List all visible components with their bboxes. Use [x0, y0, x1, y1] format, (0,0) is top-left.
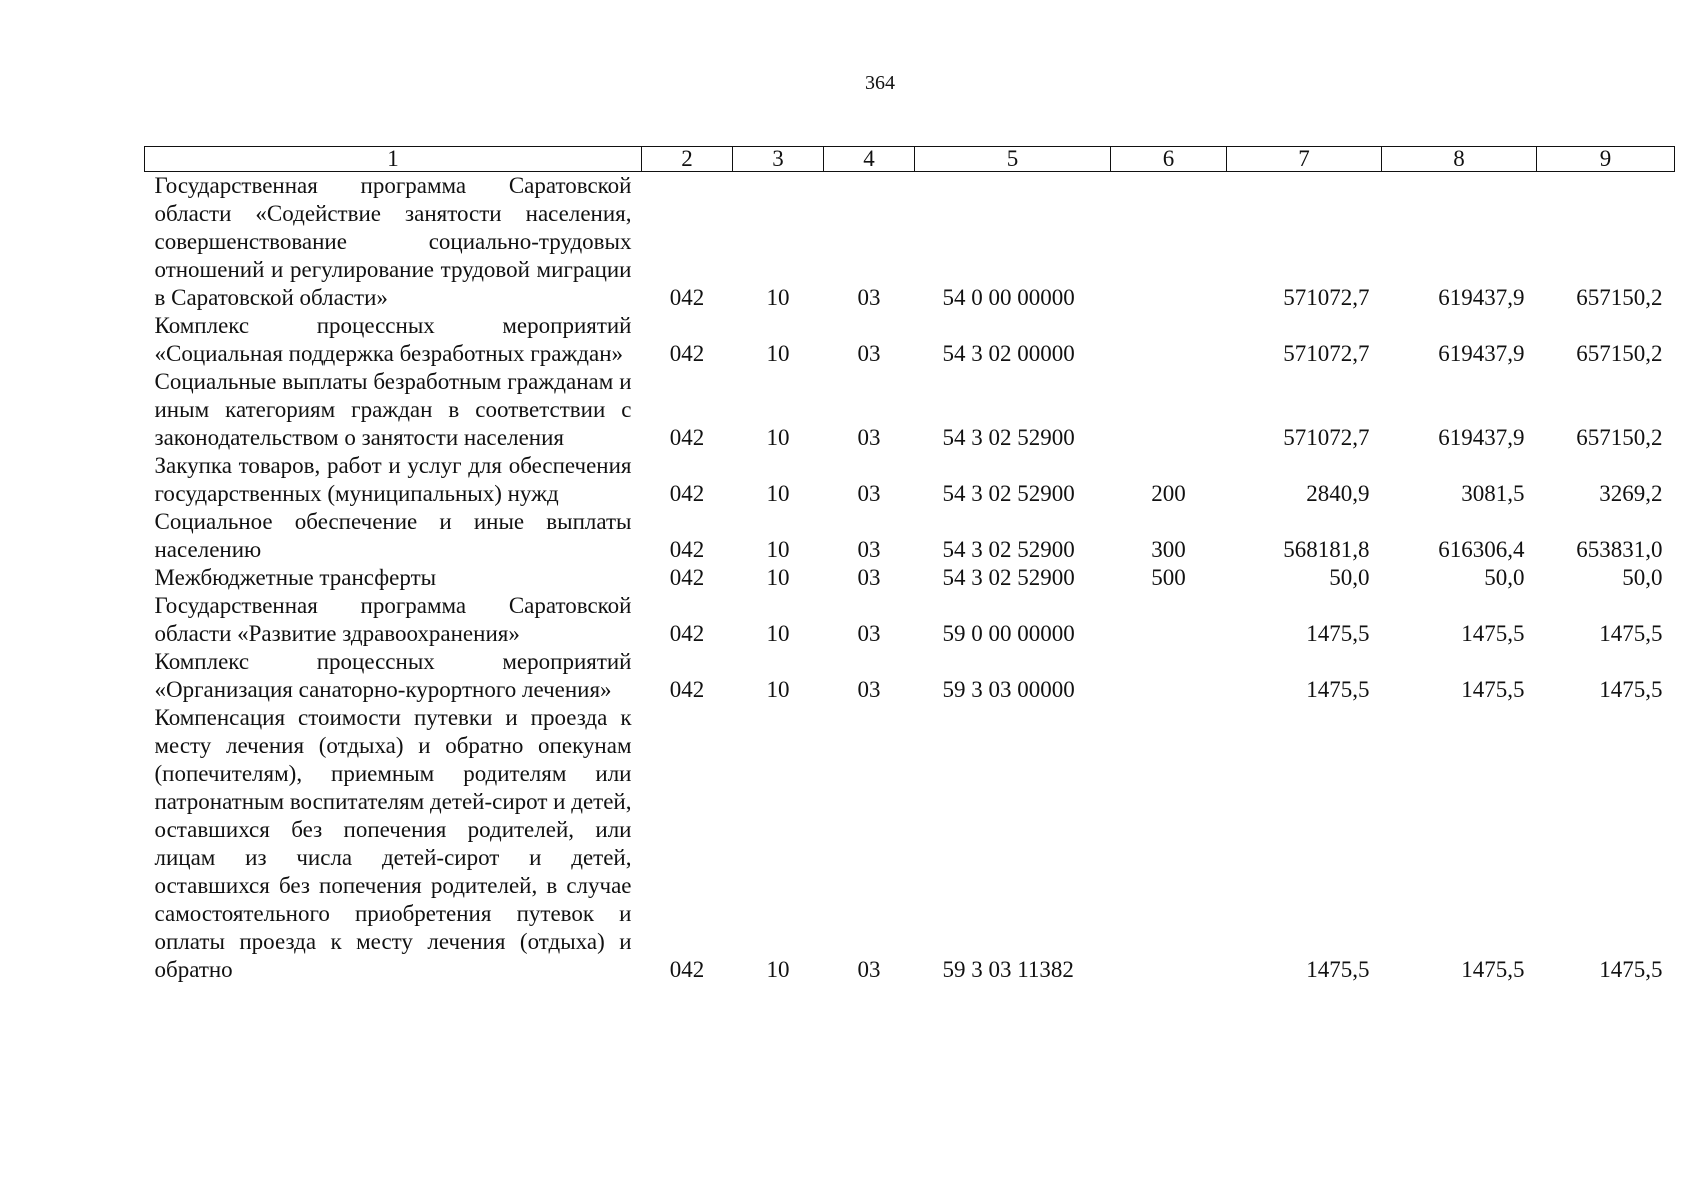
row-name: Закупка товаров, работ и услуг для обеспечения государственных (муниципальных) нужд	[154, 453, 632, 506]
column-header: 2	[642, 147, 733, 172]
cell-section: 10	[766, 341, 790, 366]
cell-expense-type: 300	[1151, 537, 1186, 562]
cell-subsection: 03	[857, 285, 881, 310]
column-header: 3	[733, 147, 824, 172]
cell-subsection: 03	[857, 565, 881, 590]
cell-section: 10	[766, 677, 790, 702]
cell-ministry-code: 042	[669, 957, 705, 982]
row-name: Межбюджетные трансферты	[154, 565, 437, 590]
table-row	[145, 368, 1675, 452]
cell-ministry-code: 042	[669, 285, 705, 310]
cell-amount-col7: 571072,7	[1283, 341, 1370, 366]
table-row	[145, 648, 1675, 704]
cell-target-item: 54 3 02 52900	[942, 481, 1075, 506]
cell-amount-col8: 619437,9	[1438, 425, 1525, 450]
cell-expense-type	[1111, 172, 1227, 313]
cell-subsection: 03	[857, 481, 881, 506]
cell-expense-type	[1111, 648, 1227, 704]
cell-amount-col9: 657150,2	[1576, 425, 1663, 450]
cell-section: 10	[766, 957, 790, 982]
table-row	[145, 312, 1675, 368]
column-header: 4	[824, 147, 915, 172]
cell-amount-col7: 1475,5	[1306, 677, 1370, 702]
cell-expense-type: 500	[1151, 565, 1186, 590]
table-row	[145, 704, 1675, 984]
budget-table	[144, 146, 1675, 984]
cell-subsection: 03	[857, 621, 881, 646]
cell-amount-col7: 568181,8	[1283, 537, 1370, 562]
cell-amount-col7: 571072,7	[1283, 285, 1370, 310]
cell-ministry-code: 042	[669, 621, 705, 646]
row-name: Комплекс процессных мероприятий «Социальная поддержка безработных граждан»	[154, 313, 632, 366]
table-row	[145, 508, 1675, 564]
column-header: 5	[915, 147, 1111, 172]
cell-subsection: 03	[857, 341, 881, 366]
column-header: 6	[1111, 147, 1227, 172]
table-row	[145, 592, 1675, 648]
cell-section: 10	[766, 537, 790, 562]
cell-amount-col8: 50,0	[1484, 565, 1525, 590]
cell-target-item: 54 0 00 00000	[942, 285, 1075, 310]
cell-section: 10	[766, 285, 790, 310]
cell-expense-type	[1111, 368, 1227, 452]
cell-expense-type	[1111, 312, 1227, 368]
cell-expense-type	[1111, 704, 1227, 984]
cell-amount-col9: 653831,0	[1576, 537, 1663, 562]
cell-ministry-code: 042	[669, 537, 705, 562]
cell-amount-col9: 657150,2	[1576, 341, 1663, 366]
cell-ministry-code: 042	[669, 565, 705, 590]
cell-ministry-code: 042	[669, 677, 705, 702]
page-number: 364	[865, 72, 895, 94]
cell-amount-col8: 619437,9	[1438, 285, 1525, 310]
cell-amount-col9: 657150,2	[1576, 285, 1663, 310]
column-header: 1	[145, 147, 642, 172]
cell-amount-col8: 1475,5	[1461, 621, 1525, 646]
cell-amount-col9: 3269,2	[1599, 481, 1663, 506]
cell-ministry-code: 042	[669, 341, 705, 366]
cell-ministry-code: 042	[669, 425, 705, 450]
cell-amount-col9: 1475,5	[1599, 957, 1663, 982]
cell-amount-col7: 1475,5	[1306, 957, 1370, 982]
cell-target-item: 59 3 03 00000	[942, 677, 1075, 702]
cell-section: 10	[766, 481, 790, 506]
row-name: Государственная программа Саратовской области «Содействие занятости населения, совершенствование социально-трудовых отношений и регулирование трудовой миграции в Саратовской области»	[154, 173, 632, 310]
row-name: Компенсация стоимости путевки и проезда к месту лечения (отдыха) и обратно опекунам (попечителям), приемным родителям или патронатным воспитателям детей-сирот и детей, оставшихся без попечения родителей, или лицам из числа детей-сирот и детей, оставшихся без попечения родителей, в случае самостоятельного приобретения путевок и оплаты проезда к месту лечения (отдыха) и обратно	[154, 705, 632, 982]
cell-amount-col9: 50,0	[1622, 565, 1663, 590]
column-header: 7	[1227, 147, 1382, 172]
row-name: Государственная программа Саратовской области «Развитие здравоохранения»	[154, 593, 632, 646]
cell-amount-col8: 1475,5	[1461, 677, 1525, 702]
row-name: Комплекс процессных мероприятий «Организация санаторно-курортного лечения»	[154, 649, 632, 702]
cell-subsection: 03	[857, 425, 881, 450]
cell-ministry-code: 042	[669, 481, 705, 506]
cell-subsection: 03	[857, 957, 881, 982]
table-row	[145, 172, 1675, 313]
cell-amount-col7: 571072,7	[1283, 425, 1370, 450]
cell-amount-col8: 1475,5	[1461, 957, 1525, 982]
cell-target-item: 54 3 02 52900	[942, 537, 1075, 562]
cell-amount-col7: 2840,9	[1306, 481, 1370, 506]
cell-section: 10	[766, 425, 790, 450]
row-name: Социальные выплаты безработным гражданам и иным категориям граждан в соответствии с законодательством о занятости населения	[154, 369, 632, 450]
cell-target-item: 54 3 02 52900	[942, 565, 1075, 590]
cell-subsection: 03	[857, 537, 881, 562]
table-row	[145, 564, 1675, 592]
cell-amount-col9: 1475,5	[1599, 621, 1663, 646]
cell-target-item: 54 3 02 52900	[942, 425, 1075, 450]
row-name: Социальное обеспечение и иные выплаты населению	[154, 509, 632, 562]
cell-section: 10	[766, 565, 790, 590]
cell-amount-col8: 3081,5	[1461, 481, 1525, 506]
column-header: 9	[1537, 147, 1675, 172]
cell-target-item: 59 0 00 00000	[942, 621, 1075, 646]
cell-amount-col9: 1475,5	[1599, 677, 1663, 702]
cell-amount-col7: 1475,5	[1306, 621, 1370, 646]
cell-amount-col8: 619437,9	[1438, 341, 1525, 366]
cell-amount-col7: 50,0	[1329, 565, 1370, 590]
cell-subsection: 03	[857, 677, 881, 702]
table-header-row	[145, 147, 1675, 172]
cell-amount-col8: 616306,4	[1438, 537, 1525, 562]
cell-expense-type: 200	[1151, 481, 1186, 506]
cell-expense-type	[1111, 592, 1227, 648]
cell-section: 10	[766, 621, 790, 646]
cell-target-item: 59 3 03 11382	[942, 957, 1074, 982]
table-row	[145, 452, 1675, 508]
cell-target-item: 54 3 02 00000	[942, 341, 1075, 366]
column-header: 8	[1382, 147, 1537, 172]
